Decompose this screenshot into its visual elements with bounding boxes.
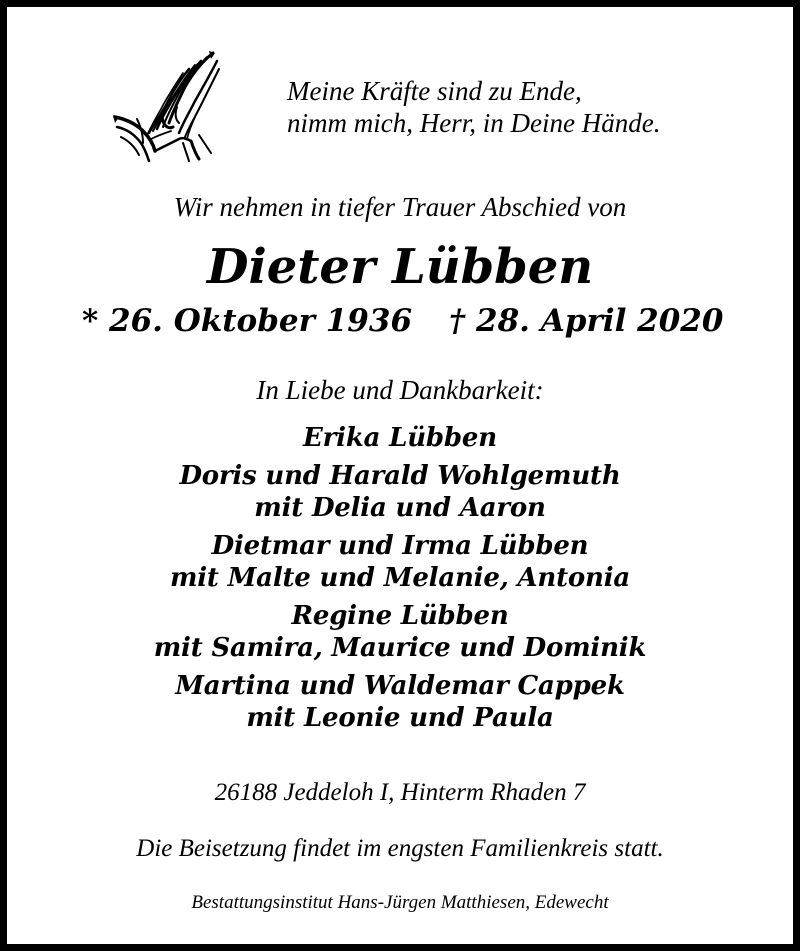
mourner-line: Dietmar und Irma Lübben: [211, 531, 589, 561]
mourner-group: [7, 600, 793, 664]
mourner-line: mit Samira, Maurice und Dominik: [153, 633, 647, 663]
mourner-group: [7, 670, 793, 734]
deceased-name: Dieter Lübben: [206, 239, 594, 295]
mourner-line: mit Malte und Melanie, Antonia: [169, 563, 631, 593]
mourner-group: [7, 460, 793, 524]
mourner-line: Doris und Harald Wohlgemuth: [179, 461, 621, 491]
mourner-group: [7, 422, 793, 454]
verse-line-1: Meine Kräfte sind zu Ende,: [287, 76, 582, 106]
mourner-line: Erika Lübben: [303, 423, 497, 453]
mourner-line: Regine Lübben: [291, 601, 509, 631]
mourner-group: [7, 530, 793, 594]
thanks-line: In Liebe und Dankbarkeit:: [256, 375, 544, 405]
mourner-line: mit Delia und Aaron: [254, 493, 546, 523]
death-date: † 28. April 2020: [449, 303, 724, 339]
mourner-list: [7, 422, 793, 734]
mourner-line: Martina und Waldemar Cappek: [175, 671, 625, 701]
burial-note: Die Beisetzung findet im engsten Familienkreis statt.: [136, 835, 664, 862]
address-line: 26188 Jeddeloh I, Hinterm Rhaden 7: [214, 779, 586, 806]
intro-text: Wir nehmen in tiefer Trauer Abschied von: [173, 192, 627, 222]
mourner-line: mit Leonie und Paula: [246, 703, 554, 733]
birth-date: * 26. Oktober 1936: [82, 303, 413, 339]
praying-hands-icon: [107, 47, 225, 165]
undertaker-line: Bestattungsinstitut Hans-Jürgen Matthiesen, Edewecht: [191, 892, 609, 913]
verse-line-2: nimm mich, Herr, in Deine Hände.: [287, 108, 661, 138]
